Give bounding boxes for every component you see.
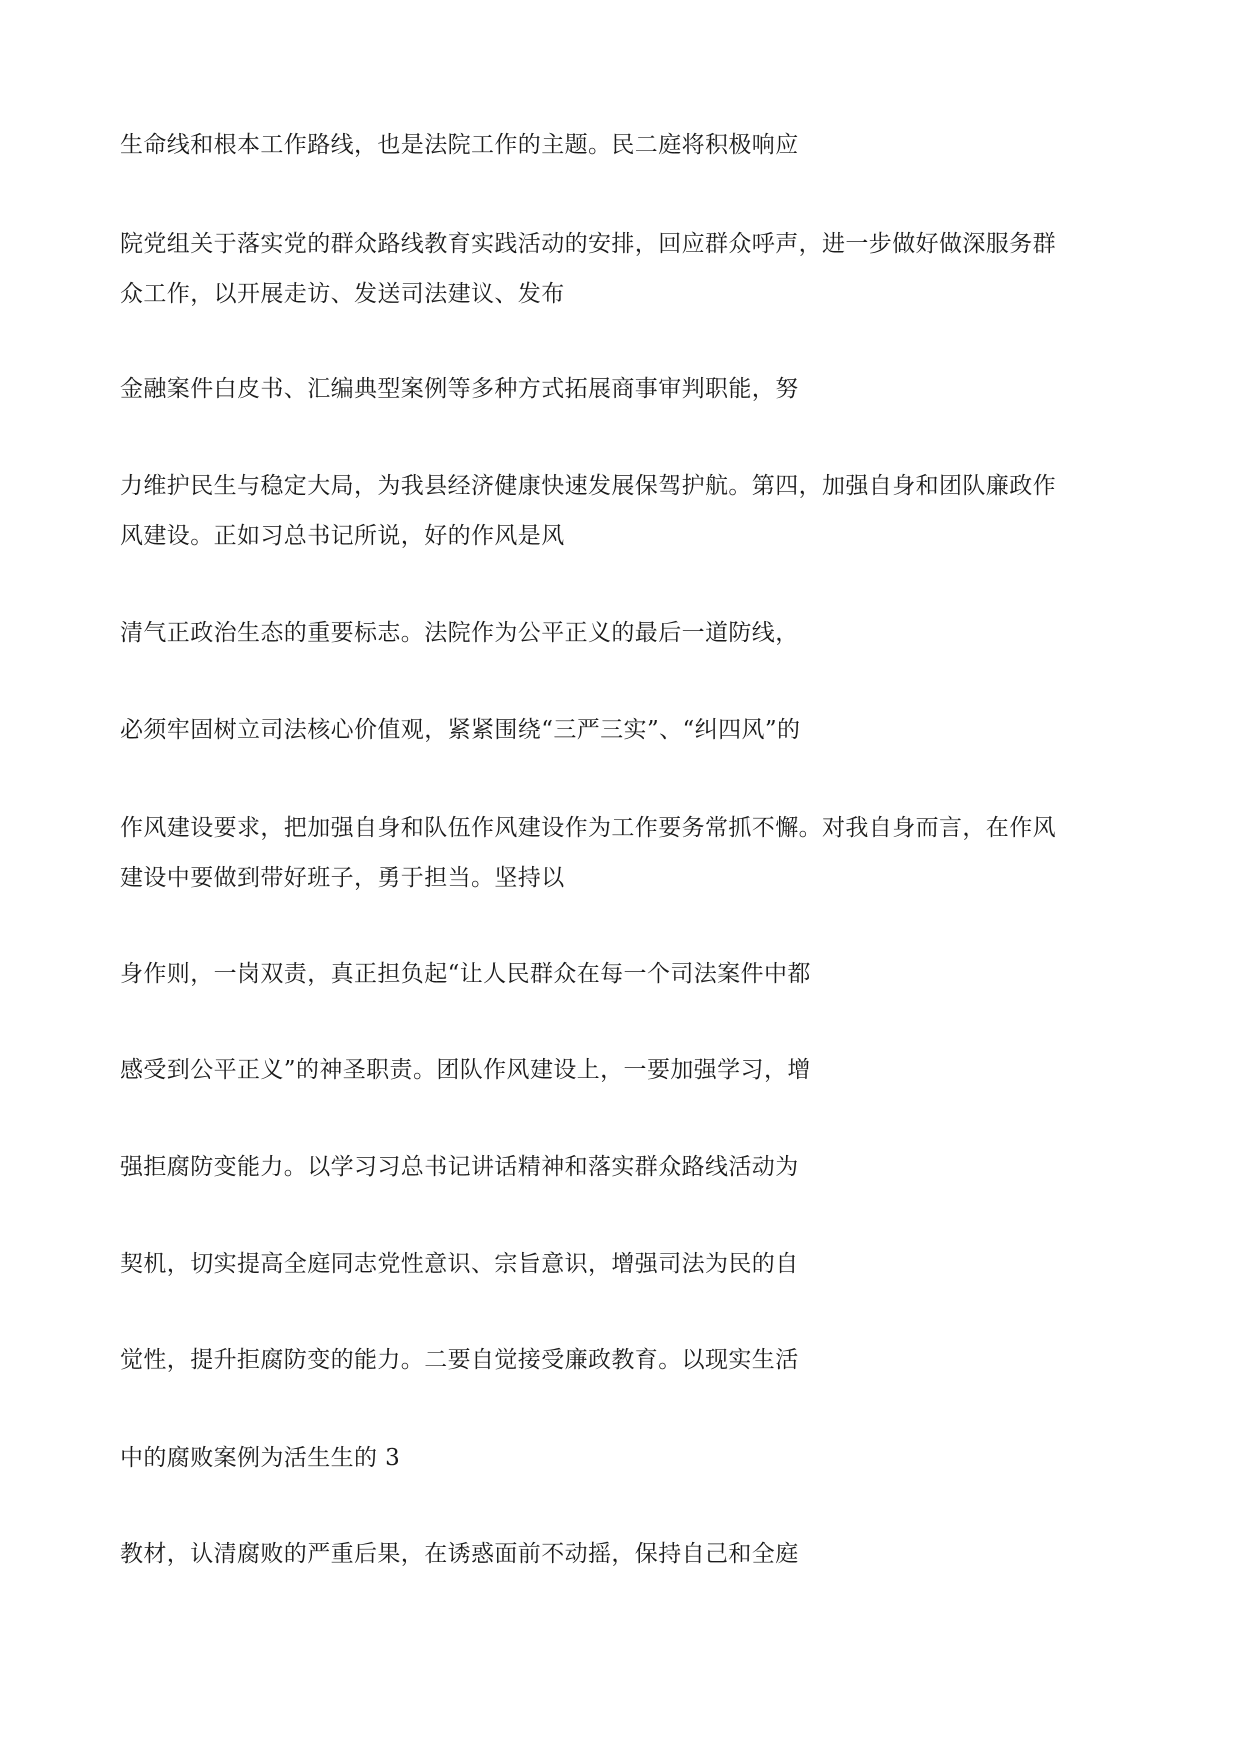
text-line: 身作则，一岗双责，真正担负起“让人民群众在每一个司法案件中都 [120,961,811,987]
text-line: 作风建设要求，把加强自身和队伍作风建设作为工作要务常抓不懈。对我自身而言，在作风 [120,815,1056,841]
text-line: 感受到公平正义”的神圣职责。团队作风建设上，一要加强学习，增 [120,1057,811,1083]
text-line: 众工作，以开展走访、发送司法建议、发布 [120,281,565,307]
text-line: 生命线和根本工作路线，也是法院工作的主题。民二庭将积极响应 [120,132,799,158]
text-line: 教材，认清腐败的严重后果，在诱惑面前不动摇，保持自己和全庭 [120,1541,799,1567]
text-line: 中的腐败案例为活生生的 3 [120,1445,401,1471]
text-line: 清气正政治生态的重要标志。法院作为公平正义的最后一道防线， [120,620,799,646]
text-line: 院党组关于落实党的群众路线教育实践活动的安排，回应群众呼声，进一步做好做深服务群 [120,231,1056,257]
text-line: 契机，切实提高全庭同志党性意识、宗旨意识，增强司法为民的自 [120,1251,799,1277]
text-line: 必须牢固树立司法核心价值观，紧紧围绕“三严三实”、“纠四风”的 [120,717,801,743]
text-line: 觉性，提升拒腐防变的能力。二要自觉接受廉政教育。以现实生活 [120,1347,799,1373]
text-line: 风建设。正如习总书记所说，好的作风是风 [120,523,565,549]
text-line: 金融案件白皮书、汇编典型案例等多种方式拓展商事审判职能，努 [120,376,799,402]
text-line: 建设中要做到带好班子，勇于担当。坚持以 [120,865,565,891]
text-line: 强拒腐防变能力。以学习习总书记讲话精神和落实群众路线活动为 [120,1154,799,1180]
text-line: 力维护民生与稳定大局，为我县经济健康快速发展保驾护航。第四，加强自身和团队廉政作 [120,473,1056,499]
